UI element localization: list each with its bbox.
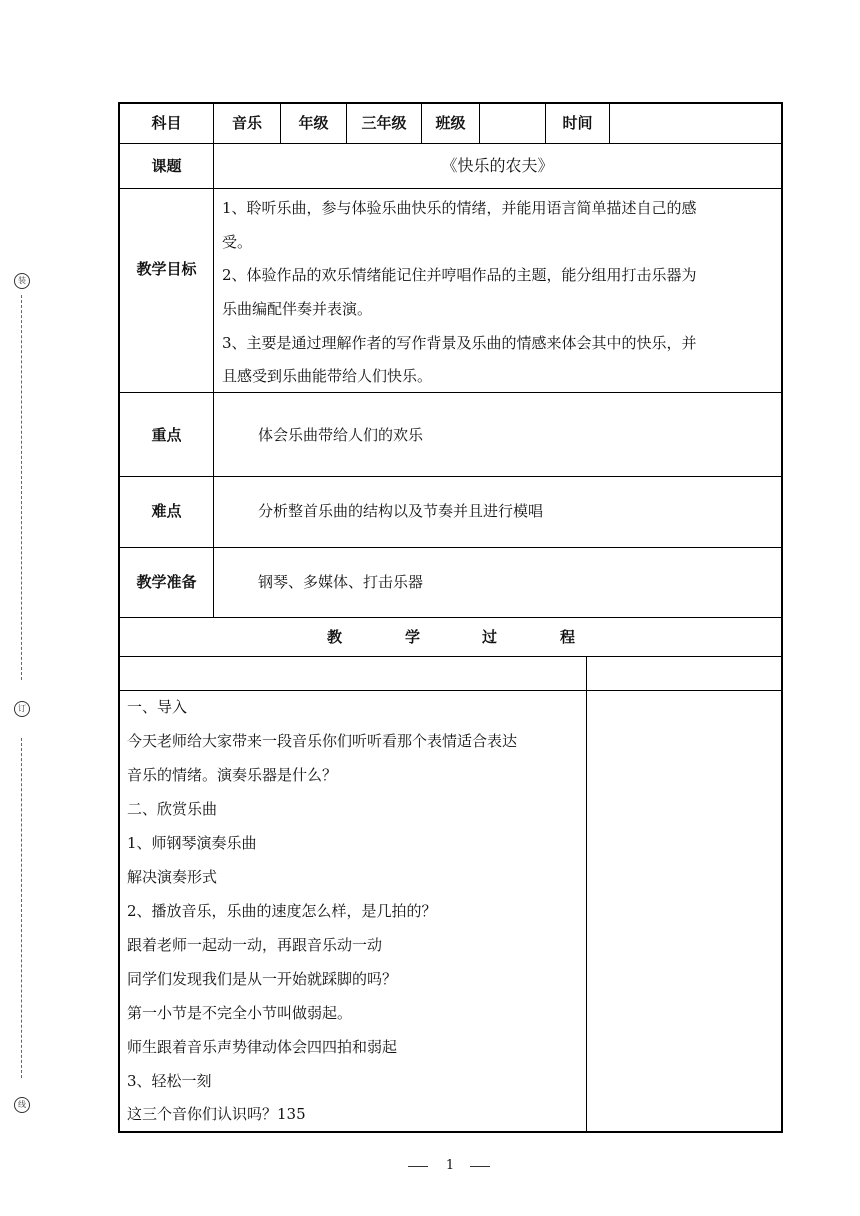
goal-line: 且感受到乐曲能带给人们快乐。 [222,367,433,385]
subject-label: 科目 [151,114,182,132]
process-line: 师生跟着音乐声势律动体会四四拍和弱起 [127,1038,398,1056]
process-line: 跟着老师一起动一动，再跟音乐动一动 [127,936,383,954]
grade-label: 年级 [298,114,329,132]
preparation-value: 钢琴、多媒体、打击乐器 [258,573,424,591]
process-line: 这三个音你们认识吗？135 [127,1105,306,1123]
goal-line: 3、主要是通过理解作者的写作背景及乐曲的情感来体会其中的快乐，并 [222,334,697,352]
process-title-char: 学 [405,628,421,646]
process-line: 3、轻松一刻 [127,1072,212,1090]
process-line: 音乐的情绪。演奏乐器是什么？ [127,766,338,784]
goal-line: 1、聆听乐曲，参与体验乐曲快乐的情绪，并能用语言简单描述自己的感 [222,199,697,217]
subject-value: 音乐 [231,114,262,132]
process-line: 第一小节是不完全小节叫做弱起。 [127,1004,353,1022]
binding-dash-line-2 [21,738,22,1078]
process-line: 解决演奏形式 [127,868,218,886]
binding-mark-2: 订 [14,701,30,717]
goals-label: 教学目标 [136,260,197,278]
process-line: 一、导入 [127,698,188,716]
difficulty-value: 分析整首乐曲的结构以及节奏并且进行模唱 [258,502,544,520]
topic-label: 课题 [151,157,182,175]
key-point-label: 重点 [151,426,182,444]
difficulty-label: 难点 [151,502,182,520]
time-label: 时间 [562,114,593,132]
process-line: 同学们发现我们是从一开始就踩脚的吗？ [127,970,398,988]
process-line: 二、欣赏乐曲 [127,800,218,818]
binding-mark-3: 线 [14,1097,30,1113]
process-title-char: 教 [327,628,343,646]
binding-mark-1: 装 [14,273,30,289]
topic-title: 《快乐的农夫》 [441,156,554,175]
process-line: 今天老师给大家带来一段音乐你们听听看那个表情适合表达 [127,732,518,750]
process-line: 2、播放音乐，乐曲的速度怎么样，是几拍的？ [127,902,437,920]
goal-line: 受。 [222,233,253,251]
goal-line: 2、体验作品的欢乐情绪能记住并哼唱作品的主题，能分组用打击乐器为 [222,266,697,284]
binding-dash-line-1 [21,295,22,680]
process-line: 1、师钢琴演奏乐曲 [127,834,257,852]
process-title-char: 过 [482,628,498,646]
key-point-value: 体会乐曲带给人们的欢乐 [258,426,424,444]
footer-dash-left [408,1166,428,1167]
goal-line: 乐曲编配伴奏并表演。 [222,300,373,318]
class-label: 班级 [435,114,466,132]
footer-dash-right [470,1166,490,1167]
process-title-char: 程 [560,628,576,646]
grade-value: 三年级 [361,114,407,132]
preparation-label: 教学准备 [136,573,197,591]
page-number: 1 [445,1158,455,1173]
